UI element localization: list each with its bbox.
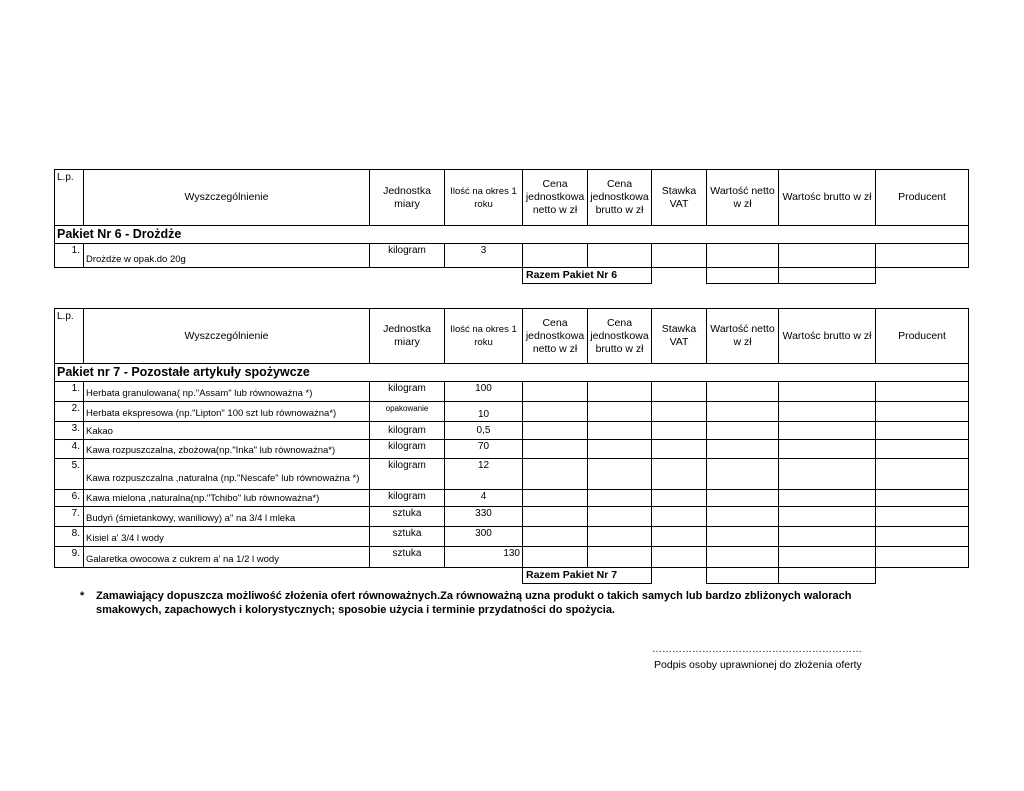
col-vat: Stawka VAT [652, 170, 707, 226]
row-producer[interactable] [876, 440, 969, 459]
row-gross-price[interactable] [588, 382, 652, 402]
table-row [55, 382, 969, 402]
row-lp: 5. [55, 459, 84, 490]
row-lp: 9. [55, 547, 84, 568]
row-gross-price[interactable] [588, 422, 652, 440]
total-label: Razem Pakiet Nr 6 [523, 268, 652, 284]
row-net-value[interactable] [707, 507, 779, 527]
signature-label: Podpis osoby uprawnionej do złożenia oferty [654, 659, 862, 671]
row-vat[interactable] [652, 547, 707, 568]
row-producer[interactable] [876, 382, 969, 402]
row-gross-price[interactable] [588, 490, 652, 507]
row-producer[interactable] [876, 402, 969, 422]
row-qty: 70 [445, 440, 523, 459]
row-net-price[interactable] [523, 422, 588, 440]
table-row [55, 507, 969, 527]
col-producer: Producent [876, 170, 969, 226]
col-item: Wyszczególnienie [84, 309, 370, 364]
package7-table [54, 308, 969, 584]
row-gross-value[interactable] [779, 440, 876, 459]
row-gross-value[interactable] [779, 244, 876, 268]
col-gross-value: Wartośc brutto w zł [779, 309, 876, 364]
row-gross-value[interactable] [779, 547, 876, 568]
row-gross-value[interactable] [779, 490, 876, 507]
row-lp: 1. [55, 382, 84, 402]
row-unit: kilogram [370, 490, 445, 507]
row-gross-price[interactable] [588, 507, 652, 527]
row-net-price[interactable] [523, 490, 588, 507]
row-net-price[interactable] [523, 382, 588, 402]
row-qty: 330 [445, 507, 523, 527]
row-qty: 100 [445, 382, 523, 402]
footnote-text: Zamawiający dopuszcza możliwość złożenia ofert równoważnych.Za równoważną uzna produkt o takich samych lub bardzo zbliżonych walorach smakowych, zapachowych i kolorystycznych; sposobie użycia i terminie przydatności do spożycia. [96, 590, 852, 616]
row-net-value[interactable] [707, 402, 779, 422]
row-lp: 3. [55, 422, 84, 440]
table-row [55, 402, 969, 422]
col-unit: Jednostka miary [370, 170, 445, 226]
row-vat[interactable] [652, 527, 707, 547]
col-net-price: Cena jednostkowa netto w zł [523, 170, 588, 226]
total-gross-value[interactable] [779, 268, 876, 284]
row-item: Herbata ekspresowa (np."Lipton" 100 szt lub równoważna*) [84, 402, 370, 422]
row-unit: sztuka [370, 547, 445, 568]
row-unit: sztuka [370, 527, 445, 547]
row-item: Herbata granulowana( np."Assam" lub równoważna *) [84, 382, 370, 402]
row-producer[interactable] [876, 244, 969, 268]
package-title: Pakiet nr 7 - Pozostałe artykuły spożywcze [55, 364, 969, 382]
row-net-value[interactable] [707, 244, 779, 268]
row-net-price[interactable] [523, 402, 588, 422]
col-qty: Ilość na okres 1 roku [445, 170, 523, 226]
row-gross-price[interactable] [588, 459, 652, 490]
row-qty: 4 [445, 490, 523, 507]
row-vat[interactable] [652, 440, 707, 459]
row-net-price[interactable] [523, 547, 588, 568]
row-net-value[interactable] [707, 422, 779, 440]
row-vat[interactable] [652, 507, 707, 527]
row-gross-value[interactable] [779, 527, 876, 547]
total-label: Razem Pakiet Nr 7 [523, 568, 652, 584]
row-net-value[interactable] [707, 547, 779, 568]
row-net-value[interactable] [707, 527, 779, 547]
header-row [55, 309, 969, 364]
row-unit: sztuka [370, 507, 445, 527]
row-lp: 1. [55, 244, 84, 268]
row-net-value[interactable] [707, 440, 779, 459]
row-item: Galaretka owocowa z cukrem a' na 1/2 l wody [84, 547, 370, 568]
row-unit: kilogram [370, 244, 445, 268]
row-item: Budyń (śmietankowy, waniliowy) a" na 3/4 l mleka [84, 507, 370, 527]
row-gross-value[interactable] [779, 459, 876, 490]
col-producer: Producent [876, 309, 969, 364]
row-gross-price[interactable] [588, 527, 652, 547]
row-producer[interactable] [876, 547, 969, 568]
total-net-value[interactable] [707, 568, 779, 584]
row-lp: 6. [55, 490, 84, 507]
row-lp: 8. [55, 527, 84, 547]
row-lp: 4. [55, 440, 84, 459]
col-gross-price: Cena jednostkowa brutto w zł [588, 170, 652, 226]
header-row [55, 170, 969, 226]
row-item: Kawa rozpuszczalna, zbożowa(np."Inka" lub równoważna*) [84, 440, 370, 459]
row-vat[interactable] [652, 382, 707, 402]
col-item: Wyszczególnienie [84, 170, 370, 226]
row-unit: kilogram [370, 459, 445, 490]
table-row [55, 527, 969, 547]
row-producer[interactable] [876, 490, 969, 507]
col-qty: Ilość na okres 1 roku [445, 309, 523, 364]
row-unit: kilogram [370, 440, 445, 459]
total-row [55, 568, 969, 584]
row-item: Kawa rozpuszczalna ,naturalna (np."Nescafe" lub równoważna *) [84, 459, 370, 490]
col-net-value: Wartość netto w zł [707, 309, 779, 364]
table-row [55, 547, 969, 568]
total-net-value[interactable] [707, 268, 779, 284]
row-qty: 12 [445, 459, 523, 490]
signature-line: ……………………………………………………… [652, 644, 862, 655]
package-title-row [55, 364, 969, 382]
package6-table [54, 169, 969, 284]
row-gross-price[interactable] [588, 440, 652, 459]
row-gross-price[interactable] [588, 244, 652, 268]
table-row [55, 490, 969, 507]
row-net-value[interactable] [707, 459, 779, 490]
row-unit: opakowanie [370, 402, 445, 422]
row-unit: kilogram [370, 382, 445, 402]
row-qty: 130 [445, 547, 523, 568]
col-lp: L.p. [55, 309, 84, 364]
col-net-value: Wartość netto w zł [707, 170, 779, 226]
row-qty: 300 [445, 527, 523, 547]
footnote [80, 589, 900, 617]
row-gross-price[interactable] [588, 402, 652, 422]
row-vat[interactable] [652, 244, 707, 268]
row-vat[interactable] [652, 402, 707, 422]
row-vat[interactable] [652, 459, 707, 490]
table-row [55, 244, 969, 268]
total-gross-value[interactable] [779, 568, 876, 584]
row-net-price[interactable] [523, 459, 588, 490]
col-vat: Stawka VAT [652, 309, 707, 364]
row-gross-value[interactable] [779, 422, 876, 440]
row-producer[interactable] [876, 459, 969, 490]
col-gross-price: Cena jednostkowa brutto w zł [588, 309, 652, 364]
row-net-price[interactable] [523, 440, 588, 459]
table-row [55, 440, 969, 459]
row-producer[interactable] [876, 507, 969, 527]
row-qty: 3 [445, 244, 523, 268]
row-producer[interactable] [876, 422, 969, 440]
total-row [55, 268, 969, 284]
row-net-price[interactable] [523, 527, 588, 547]
row-producer[interactable] [876, 527, 969, 547]
row-net-price[interactable] [523, 507, 588, 527]
row-qty: 0,5 [445, 422, 523, 440]
row-vat[interactable] [652, 422, 707, 440]
row-net-price[interactable] [523, 244, 588, 268]
col-lp: L.p. [55, 170, 84, 226]
table-row [55, 422, 969, 440]
footnote-star: * [80, 590, 85, 602]
row-item: Kisiel a' 3/4 l wody [84, 527, 370, 547]
row-item: Kawa mielona ,naturalna(np."Tchibo" lub równoważna*) [84, 490, 370, 507]
row-qty: 10 [445, 402, 523, 422]
row-lp: 7. [55, 507, 84, 527]
row-vat[interactable] [652, 490, 707, 507]
package-title: Pakiet Nr 6 - Drożdże [55, 226, 969, 244]
row-gross-value[interactable] [779, 382, 876, 402]
package-title-row [55, 226, 969, 244]
row-gross-value[interactable] [779, 402, 876, 422]
row-item: Drożdże w opak.do 20g [84, 244, 370, 268]
row-unit: kilogram [370, 422, 445, 440]
row-gross-price[interactable] [588, 547, 652, 568]
row-gross-value[interactable] [779, 507, 876, 527]
col-gross-value: Wartośc brutto w zł [779, 170, 876, 226]
table-row [55, 459, 969, 490]
row-item: Kakao [84, 422, 370, 440]
row-net-value[interactable] [707, 490, 779, 507]
row-net-value[interactable] [707, 382, 779, 402]
col-net-price: Cena jednostkowa netto w zł [523, 309, 588, 364]
col-unit: Jednostka miary [370, 309, 445, 364]
row-lp: 2. [55, 402, 84, 422]
